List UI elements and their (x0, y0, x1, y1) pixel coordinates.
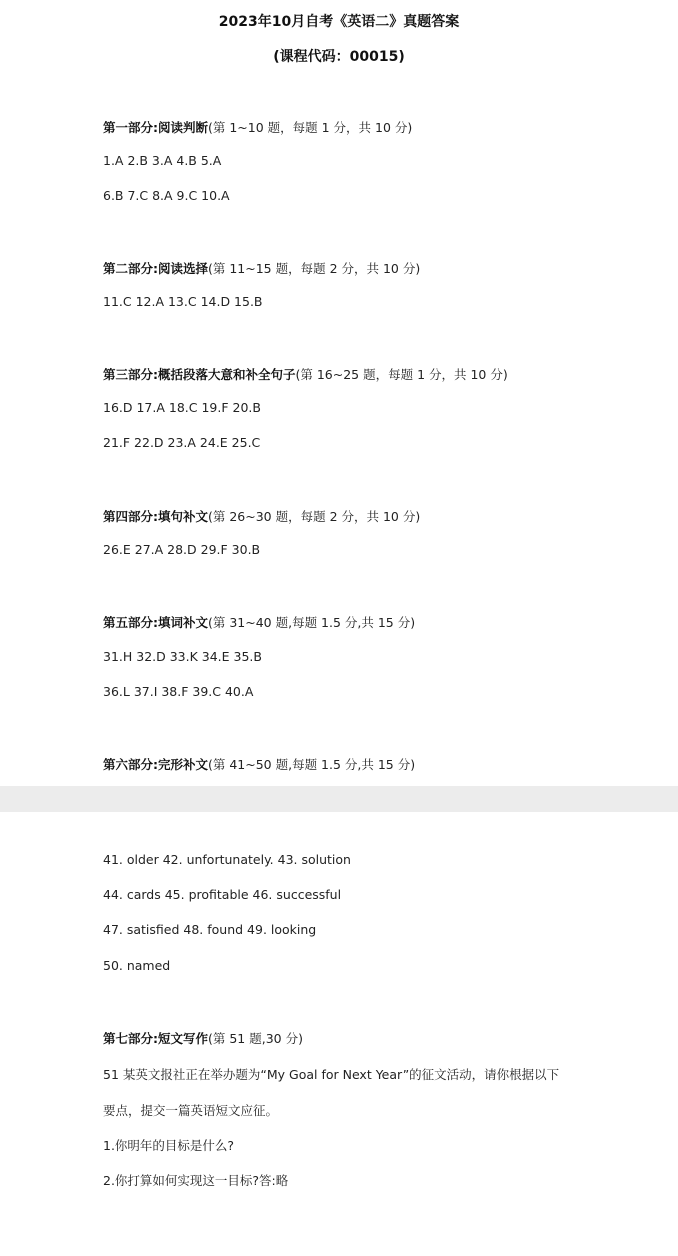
page-separator (0, 786, 678, 812)
section-1-heading (103, 118, 412, 136)
section-heading-label: 第二部分:阅读选择 (103, 261, 208, 276)
writing-prompt-line: 2.你打算如何实现这一目标?答:略 (103, 1173, 289, 1188)
section-5-heading (103, 613, 415, 631)
writing-prompt-line: 1.你明年的目标是什么? (103, 1138, 235, 1153)
section-heading-label: 第三部分:概括段落大意和补全句子 (103, 367, 296, 382)
answer-line: 21.F 22.D 23.A 24.E 25.C (103, 435, 261, 450)
section-heading-info: (第 26~30 题，每题 2 分，共 10 分) (208, 509, 421, 524)
section-heading-label: 第五部分:填词补文 (103, 615, 208, 630)
section-4-heading (103, 507, 420, 525)
document-page-2 (0, 812, 678, 1256)
section-heading-info: (第 41~50 题,每题 1.5 分,共 15 分) (208, 757, 416, 772)
answer-line: 11.C 12.A 13.C 14.D 15.B (103, 294, 263, 309)
answer-line: 36.L 37.I 38.F 39.C 40.A (103, 684, 254, 699)
section-7-heading (103, 1029, 303, 1047)
section-6-heading (103, 755, 415, 773)
document-title: 2023年10月自考《英语二》真题答案 (218, 14, 460, 30)
section-heading-info: (第 31~40 题,每题 1.5 分,共 15 分) (208, 615, 416, 630)
answer-line: 44. cards 45. profitable 46. successful (103, 887, 342, 902)
answer-line: 47. satisfied 48. found 49. looking (103, 922, 317, 937)
section-heading-info: (第 51 题,30 分) (208, 1031, 303, 1046)
answer-line: 31.H 32.D 33.K 34.E 35.B (103, 649, 262, 664)
section-heading-info: (第 16~25 题，每题 1 分，共 10 分) (295, 367, 508, 382)
answer-line: 41. older 42. unfortunately. 43. solution (103, 852, 351, 867)
writing-prompt-line: 要点，提交一篇英语短文应征。 (103, 1103, 279, 1118)
answer-line: 1.A 2.B 3.A 4.B 5.A (103, 153, 222, 168)
answer-line: 26.E 27.A 28.D 29.F 30.B (103, 542, 261, 557)
section-heading-label: 第一部分:阅读判断 (103, 120, 208, 135)
writing-prompt-line: 51 某英文报社正在举办题为“My Goal for Next Year”的征文活动，请你根据以下 (103, 1067, 560, 1082)
answer-line: 6.B 7.C 8.A 9.C 10.A (103, 188, 230, 203)
section-heading-info: (第 1~10 题，每题 1 分，共 10 分) (208, 120, 413, 135)
answer-line: 50. named (103, 958, 171, 973)
section-heading-label: 第四部分:填句补文 (103, 509, 208, 524)
section-heading-label: 第六部分:完形补文 (103, 757, 208, 772)
section-3-heading (103, 365, 508, 383)
section-heading-info: (第 11~15 题，每题 2 分，共 10 分) (208, 261, 421, 276)
course-code: (课程代码：00015) (273, 49, 405, 65)
answer-line: 16.D 17.A 18.C 19.F 20.B (103, 400, 261, 415)
section-2-heading (103, 259, 420, 277)
section-heading-label: 第七部分:短文写作 (103, 1031, 208, 1046)
